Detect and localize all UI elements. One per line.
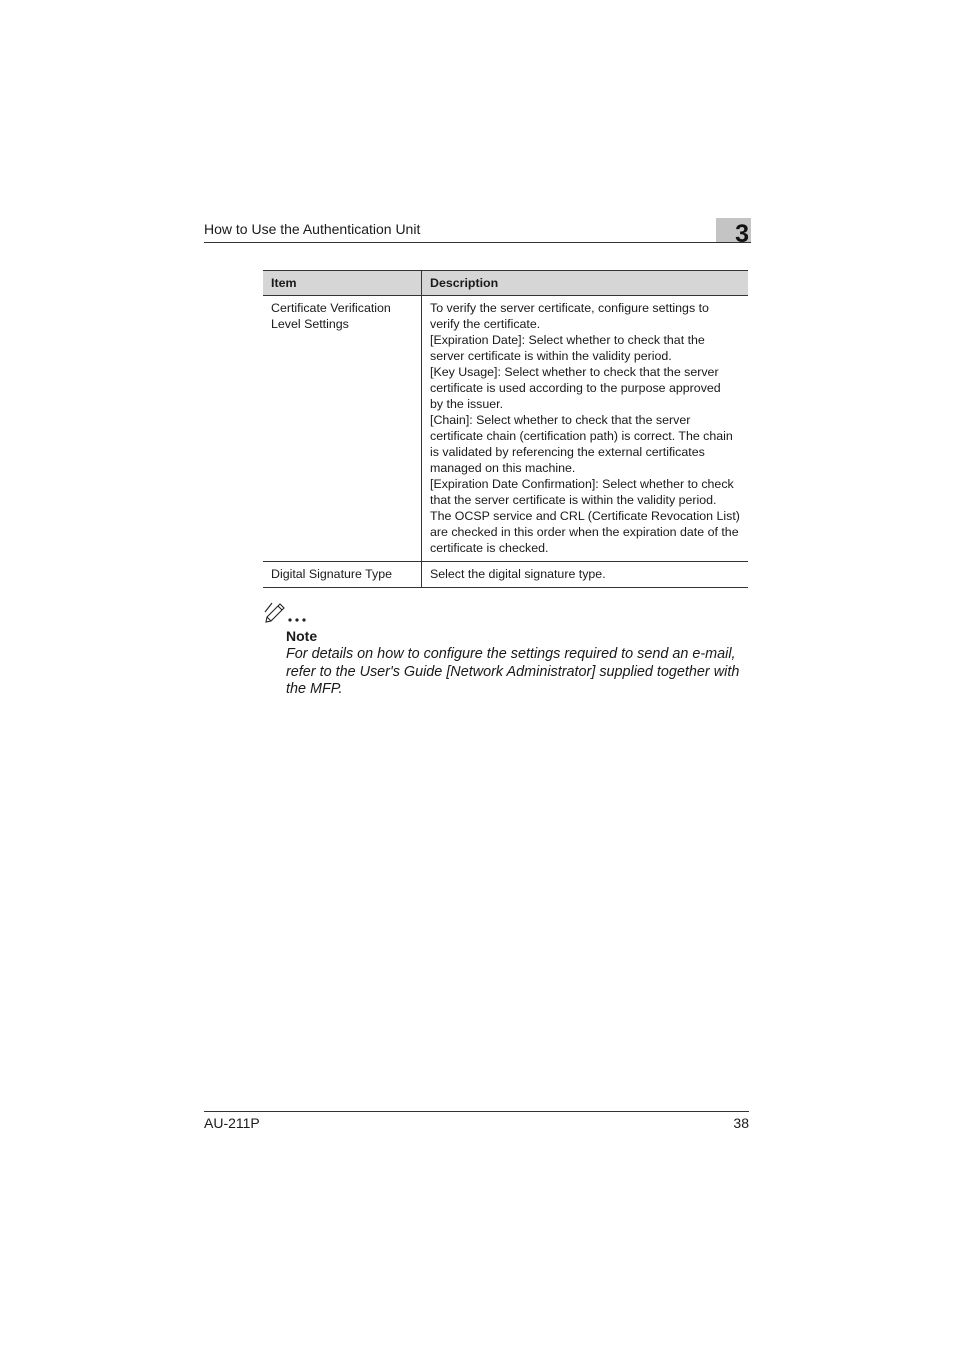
pencil-note-icon (263, 598, 311, 624)
page-footer (204, 1111, 749, 1132)
description-line: verify the certificate. (430, 317, 541, 331)
header-title: How to Use the Authentication Unit (204, 221, 421, 237)
note-label: Note (286, 628, 318, 644)
description-line: To verify the server certificate, configure settings to (430, 301, 709, 315)
column-header-description: Description (422, 271, 749, 296)
note-text: For details on how to configure the settings required to send an e-mail, refer to the User's Guide [Network Administrator] supplied together with the MFP. (286, 646, 740, 697)
description-line: certificate is checked. (430, 541, 549, 555)
description-line: The OCSP service and CRL (Certificate Revocation List) (430, 509, 740, 523)
chapter-tab (716, 218, 751, 248)
description-line: [Expiration Date]: Select whether to check that the (430, 333, 705, 347)
description-line: that the server certificate is within the validity period. (430, 493, 717, 507)
page-header (204, 218, 751, 248)
settings-table (263, 270, 748, 588)
item-line: Level Settings (271, 317, 349, 331)
description-line: certificate chain (certification path) is correct. The chain (430, 429, 733, 443)
description-line: Select the digital signature type. (430, 567, 606, 581)
column-header-item: Item (263, 271, 422, 296)
description-line: are checked in this order when the expiration date of the (430, 525, 739, 539)
description-line: [Expiration Date Confirmation]: Select whether to check (430, 477, 734, 491)
description-line: server certificate is within the validity period. (430, 349, 672, 363)
item-cell (263, 562, 422, 588)
description-line: [Chain]: Select whether to check that the server (430, 413, 691, 427)
table-row (263, 562, 748, 588)
footer-page-number: 38 (733, 1115, 749, 1131)
description-line: is validated by referencing the external certificates (430, 445, 705, 459)
item-line: Digital Signature Type (271, 567, 392, 581)
item-line: Certificate Verification (271, 301, 391, 315)
table-header-row (263, 271, 748, 296)
description-cell (422, 562, 749, 588)
description-line: certificate is used according to the purpose approved (430, 381, 721, 395)
description-line: by the issuer. (430, 397, 504, 411)
chapter-number: 3 (735, 220, 749, 248)
description-cell (422, 296, 749, 562)
description-line: managed on this machine. (430, 461, 576, 475)
footer-model: AU-211P (204, 1115, 260, 1131)
table-body (263, 296, 748, 588)
table-row (263, 296, 748, 562)
item-cell (263, 296, 422, 562)
description-line: [Key Usage]: Select whether to check that the server (430, 365, 719, 379)
